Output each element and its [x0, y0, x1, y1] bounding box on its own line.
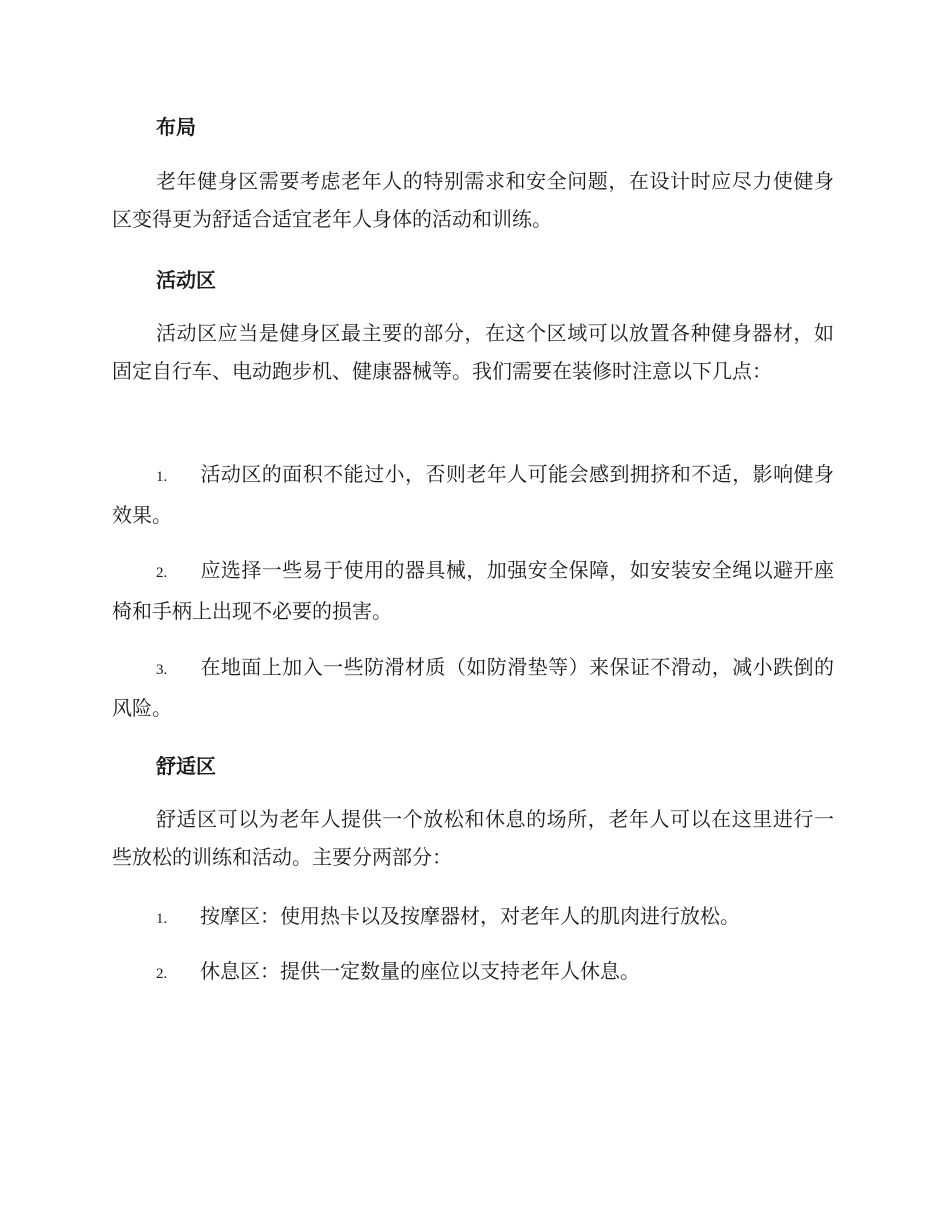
- section-heading-activity: 活动区: [156, 268, 216, 292]
- list-number: 2.: [156, 966, 168, 982]
- paragraph-activity: 活动区应当是健身区最主要的部分，在这个区域可以放置各种健身器材，如固定自行车、电动跑步机、健康器械等。我们需要在装修时注意以下几点：: [112, 321, 834, 383]
- list-number: 2.: [156, 565, 168, 581]
- list-text: 在地面上加入一些防滑材质（如防滑垫等）来保证不滑动，减小跌倒的风险。: [112, 655, 834, 720]
- list-item-activity-1: [112, 455, 834, 534]
- list-text: 按摩区：使用热卡以及按摩器材，对老年人的肌肉进行放松。: [200, 904, 740, 928]
- section-heading-comfort: 舒适区: [156, 754, 216, 778]
- list-number: 1.: [156, 911, 168, 927]
- section-heading-layout: 布局: [156, 115, 196, 139]
- paragraph-layout: 老年健身区需要考虑老年人的特别需求和安全问题，在设计时应尽力使健身区变得更为舒适合适宜老年人身体的活动和训练。: [112, 169, 834, 231]
- list-item-comfort-2: [112, 952, 834, 993]
- list-item-activity-3: [112, 648, 834, 727]
- list-text: 活动区的面积不能过小，否则老年人可能会感到拥挤和不适，影响健身效果。: [112, 462, 834, 527]
- list-number: 1.: [156, 469, 168, 485]
- list-item-comfort-1: [112, 897, 834, 938]
- list-number: 3.: [156, 662, 168, 678]
- paragraph-comfort: 舒适区可以为老年人提供一个放松和休息的场所，老年人可以在这里进行一些放松的训练和活动。主要分两部分：: [112, 807, 834, 869]
- list-item-activity-2: [112, 551, 834, 630]
- list-text: 休息区：提供一定数量的座位以支持老年人休息。: [200, 959, 640, 983]
- list-text: 应选择一些易于使用的器具械，加强安全保障，如安装安全绳以避开座椅和手柄上出现不必要的损害。: [112, 558, 834, 623]
